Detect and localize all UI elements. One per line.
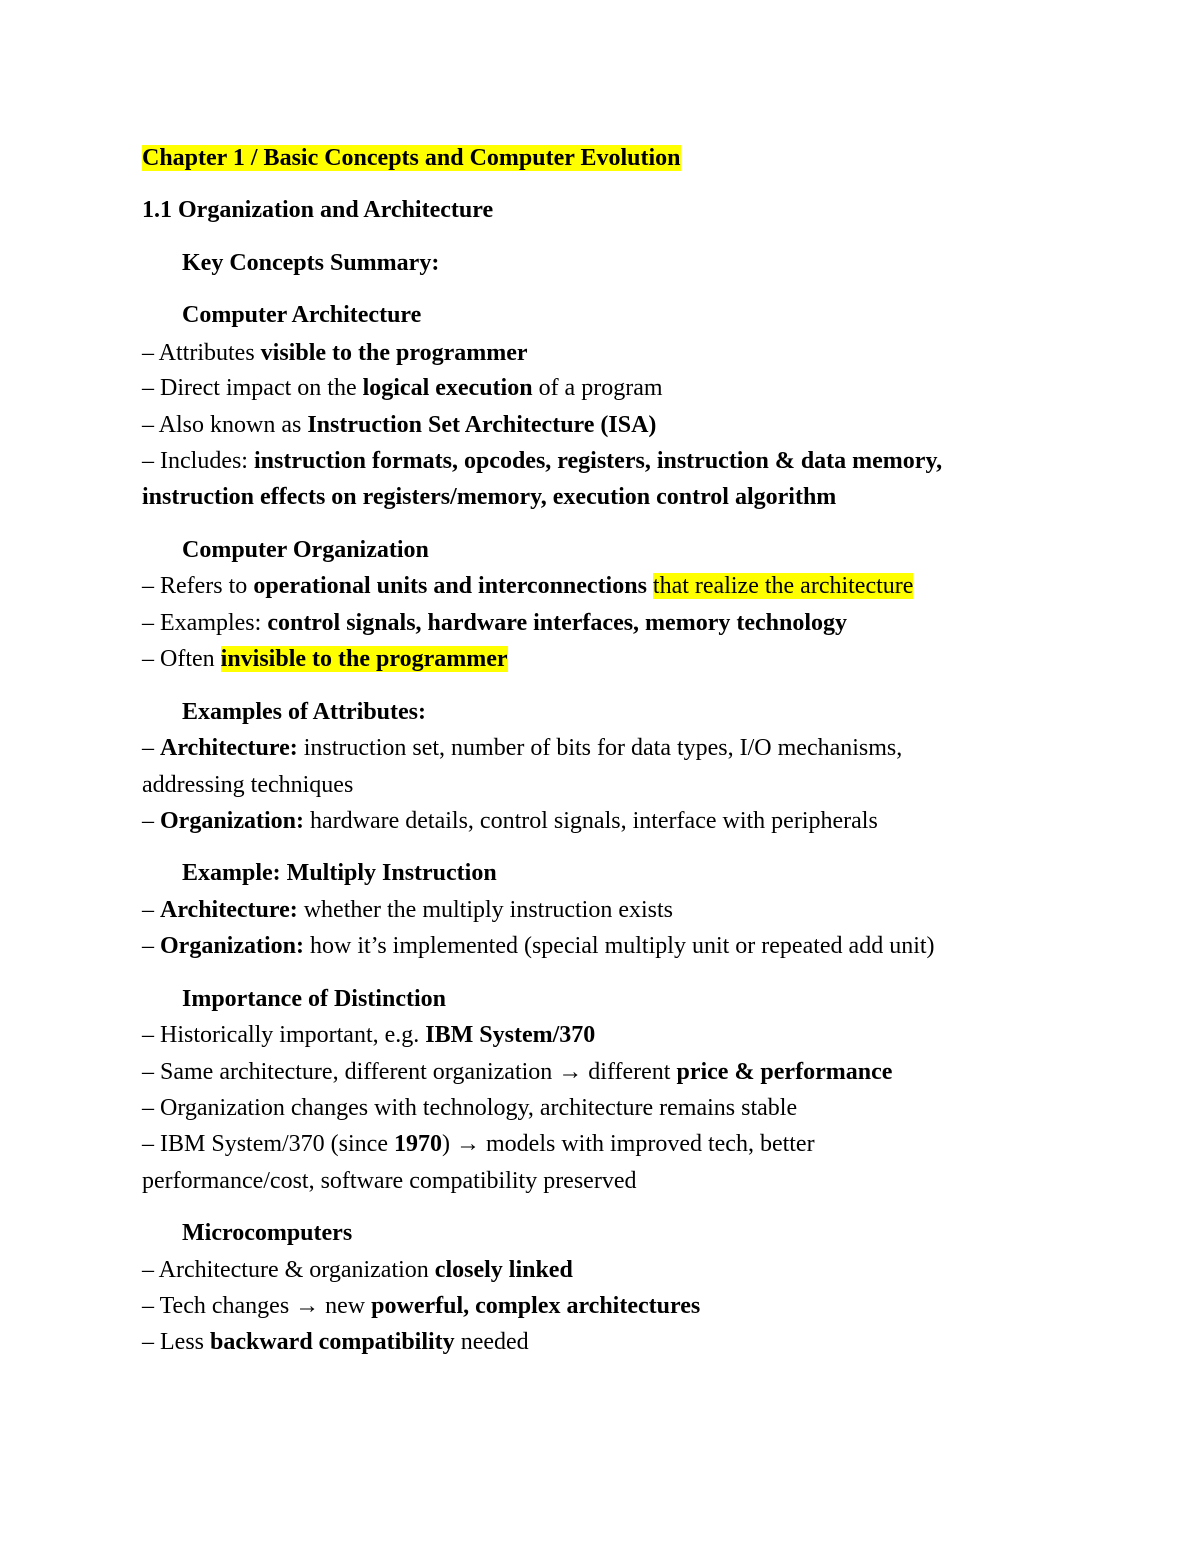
organization-bullet-1: – Refers to operational units and interconnections that realize the architecture	[142, 573, 914, 599]
multiply-bullet-1: – Architecture: whether the multiply instruction exists	[142, 897, 673, 923]
importance-heading: Importance of Distinction	[182, 986, 446, 1012]
organization-bullet-2: – Examples: control signals, hardware interfaces, memory technology	[142, 610, 848, 636]
importance-bullet-3: – Organization changes with technology, architecture remains stable	[142, 1095, 798, 1121]
architecture-bullet-2: – Direct impact on the logical execution of a program	[142, 375, 663, 401]
micro-heading: Microcomputers	[182, 1220, 353, 1246]
micro-bullet-2: – Tech changes → new powerful, complex architectures	[142, 1293, 701, 1319]
multiply-bullet-2: – Organization: how it’s implemented (special multiply unit or repeated add unit)	[142, 933, 935, 959]
importance-bullet-1: – Historically important, e.g. IBM System/370	[142, 1022, 596, 1048]
architecture-bullet-3: – Also known as Instruction Set Architecture (ISA)	[142, 412, 657, 438]
multiply-heading: Example: Multiply Instruction	[182, 860, 497, 886]
organization-heading: Computer Organization	[182, 537, 429, 563]
attributes-bullet-1-cont: addressing techniques	[142, 772, 354, 798]
importance-bullet-2: – Same architecture, different organization → different price & performance	[142, 1059, 893, 1085]
attributes-bullet-1: – Architecture: instruction set, number of bits for data types, I/O mechanisms,	[142, 735, 903, 761]
architecture-heading: Computer Architecture	[182, 302, 422, 328]
importance-bullet-4: – IBM System/370 (since 1970) → models with improved tech, better	[142, 1131, 815, 1157]
architecture-bullet-4: – Includes: instruction formats, opcodes, registers, instruction & data memory,	[142, 448, 943, 474]
micro-bullet-3: – Less backward compatibility needed	[142, 1329, 529, 1355]
attributes-bullet-2: – Organization: hardware details, control signals, interface with peripherals	[142, 808, 878, 834]
architecture-bullet-1: – Attributes visible to the programmer	[142, 340, 528, 366]
micro-bullet-1: – Architecture & organization closely linked	[142, 1257, 573, 1283]
key-concepts-heading: Key Concepts Summary:	[182, 250, 440, 276]
importance-bullet-4-cont: performance/cost, software compatibility preserved	[142, 1168, 637, 1194]
organization-bullet-3: – Often invisible to the programmer	[142, 646, 508, 672]
section-title: 1.1 Organization and Architecture	[142, 197, 494, 223]
architecture-bullet-4-cont: instruction effects on registers/memory, execution control algorithm	[142, 484, 837, 510]
chapter-title: Chapter 1 / Basic Concepts and Computer Evolution	[142, 145, 681, 171]
attributes-heading: Examples of Attributes:	[182, 699, 426, 725]
